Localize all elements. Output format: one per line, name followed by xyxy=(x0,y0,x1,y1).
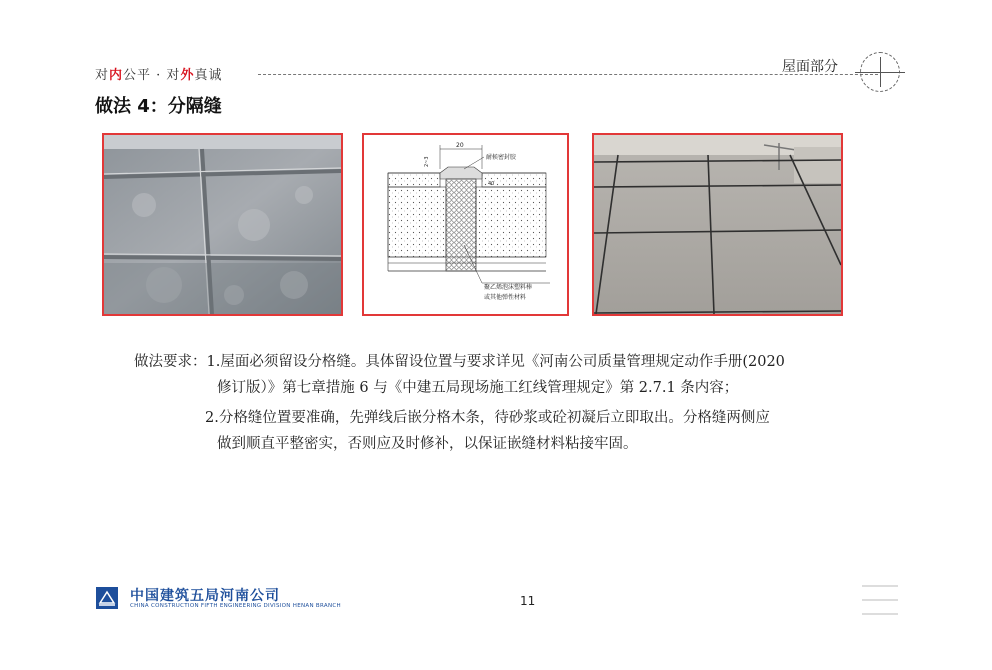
sealant-label: 耐候密封胶 xyxy=(486,154,517,161)
requirements-label: 做法要求： xyxy=(134,354,207,370)
requirement-2: 2.分格缝位置要准确，先弹线后嵌分格木条，待砂浆或砼初凝后立即取出。分格缝两侧应 xyxy=(205,410,770,426)
slogan-text: 真诚 xyxy=(194,68,223,83)
slogan-text: 对 xyxy=(95,68,110,83)
requirement-1-text: 1.屋面必须留设分格缝。具体留设位置与要求详见《河南公司质量管理规定动作手册(2020 xyxy=(206,354,785,370)
slogan xyxy=(95,64,222,83)
slogan-text: 公平 · 对 xyxy=(123,68,181,83)
dim-width-label: 20 xyxy=(456,142,464,149)
page-title: 做法 4：分隔缝 xyxy=(95,96,222,117)
crosshair-icon xyxy=(860,52,900,92)
corner-decoration xyxy=(862,585,898,627)
joint-closeup-photo xyxy=(102,133,343,316)
fill-material-label: 聚乙烯泡沫塑料棒 xyxy=(484,284,533,291)
slogan-red-text: 内 xyxy=(109,68,124,83)
company-name-en: CHINA CONSTRUCTION FIFTH ENGINEERING DIVISION HENAN BRANCH xyxy=(130,603,341,609)
dim-depth-label: 2~3 xyxy=(424,156,430,167)
fill-material-label-2: 或其他弹性材料 xyxy=(484,294,527,301)
slogan-red-text: 外 xyxy=(180,68,195,83)
roof-grid-photo xyxy=(592,133,843,316)
company-logo xyxy=(96,587,118,609)
joint-section-diagram xyxy=(362,133,569,316)
requirement-1-continued: 修订版）》第七章措施 6 与《中建五局现场施工红线管理规定》第 2.7.1 条内容； xyxy=(217,380,739,396)
requirement-1 xyxy=(134,349,785,375)
page-number: 11 xyxy=(520,594,536,608)
company-name: 中国建筑五局河南公司 xyxy=(130,588,280,604)
requirement-2-continued: 做到顺直平整密实，否则应及时修补，以保证嵌缝材料粘接牢固。 xyxy=(217,436,638,452)
section-label: 屋面部分 xyxy=(782,59,838,75)
